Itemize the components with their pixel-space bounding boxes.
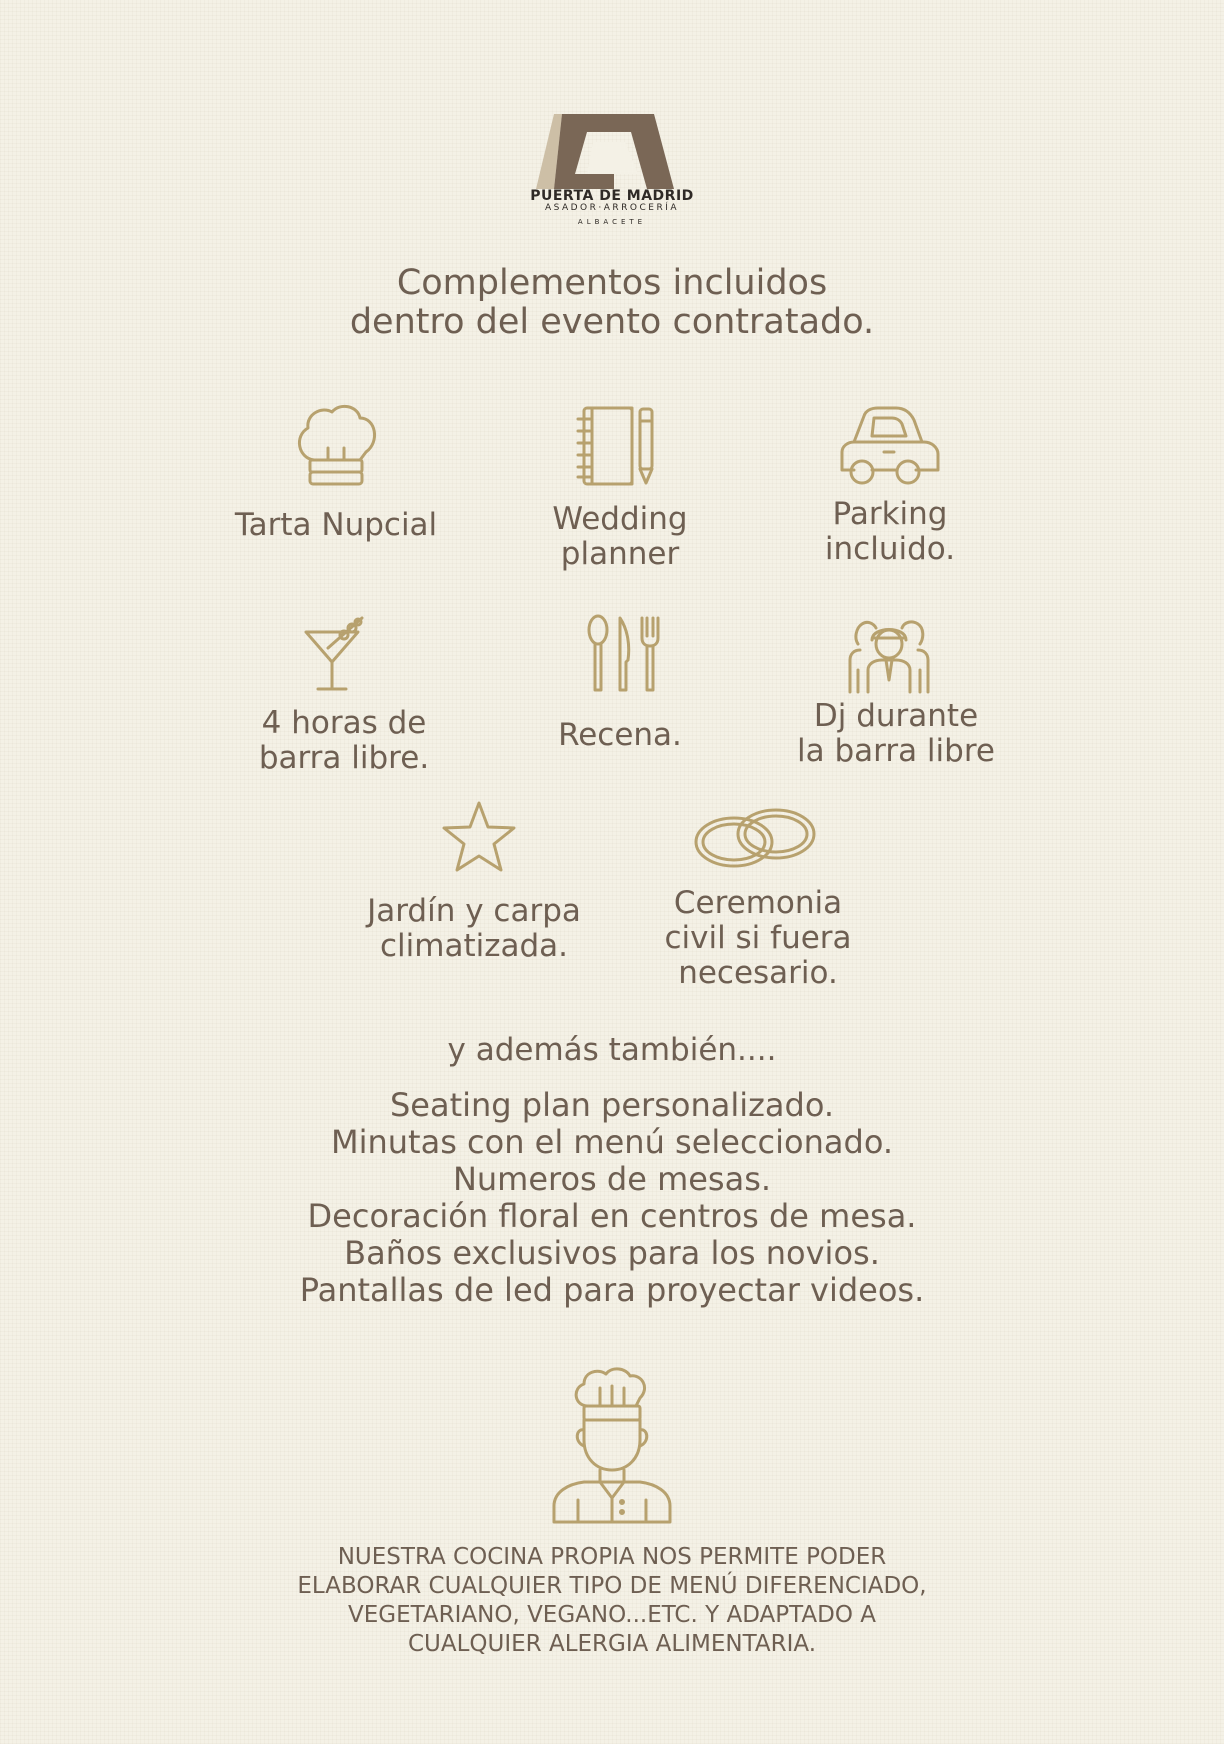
kitchen-note-line: VEGETARIANO, VEGANO...ETC. Y ADAPTADO A bbox=[348, 1602, 876, 1628]
feature-parking-line1: Parking bbox=[832, 496, 948, 532]
list-item: Seating plan personalizado. bbox=[389, 1086, 835, 1124]
notebook-icon bbox=[576, 405, 662, 487]
extras-list bbox=[162, 1087, 1062, 1309]
feature-parking-line2: incluido. bbox=[824, 531, 956, 567]
cutlery-icon bbox=[584, 614, 664, 694]
car-icon bbox=[836, 404, 942, 488]
list-item: Baños exclusivos para los novios. bbox=[344, 1234, 880, 1272]
feature-ceremonia-line1: Ceremonia bbox=[673, 885, 843, 921]
people-icon bbox=[848, 610, 930, 694]
list-item: Minutas con el menú seleccionado. bbox=[330, 1123, 893, 1161]
feature-parking bbox=[740, 497, 1040, 567]
kitchen-note-line: ELABORAR CUALQUIER TIPO DE MENÚ DIFERENCIADO, bbox=[297, 1573, 927, 1599]
kitchen-note-line: CUALQUIER ALERGIA ALIMENTARIA. bbox=[407, 1631, 816, 1657]
star-icon bbox=[440, 800, 518, 874]
kitchen-note bbox=[162, 1543, 1062, 1659]
feature-jardin-line1: Jardín y carpa bbox=[367, 893, 581, 929]
feature-tarta-line1: Tarta Nupcial bbox=[234, 507, 438, 543]
brand-subtitle: ASADOR·ARROCERÍA bbox=[544, 203, 680, 213]
feature-wedding bbox=[470, 502, 770, 572]
brand-city: ALBACETE bbox=[577, 218, 647, 226]
feature-jardin bbox=[324, 894, 624, 964]
feature-recena-line1: Recena. bbox=[558, 717, 682, 753]
feature-ceremonia bbox=[608, 886, 908, 991]
page-title-line2: dentro del evento contratado. bbox=[349, 302, 875, 342]
feature-dj bbox=[746, 699, 1046, 769]
feature-recena bbox=[470, 718, 770, 753]
extras-intro: y además también.... bbox=[447, 1032, 777, 1068]
kitchen-note-line: NUESTRA COCINA PROPIA NOS PERMITE PODER bbox=[337, 1544, 887, 1570]
feature-ceremonia-line3: necesario. bbox=[678, 955, 838, 991]
page-title bbox=[212, 264, 1012, 342]
feature-dj-line1: Dj durante bbox=[813, 698, 979, 734]
feature-wedding-line2: planner bbox=[560, 536, 680, 572]
chef-hat-icon bbox=[292, 402, 380, 488]
cocktail-icon bbox=[300, 614, 372, 692]
feature-barra-line1: 4 horas de bbox=[261, 705, 427, 741]
rings-icon bbox=[692, 806, 818, 870]
feature-wedding-line1: Wedding bbox=[552, 501, 688, 537]
chef-icon bbox=[550, 1366, 674, 1524]
page-title-line1: Complementos incluidos bbox=[396, 263, 828, 303]
list-item: Pantallas de led para proyectar videos. bbox=[299, 1271, 925, 1309]
feature-tarta bbox=[186, 508, 486, 543]
feature-dj-line2: la barra libre bbox=[797, 733, 995, 769]
list-item: Decoración floral en centros de mesa. bbox=[307, 1197, 917, 1235]
feature-ceremonia-line2: civil si fuera bbox=[664, 920, 852, 956]
list-item: Numeros de mesas. bbox=[452, 1160, 772, 1198]
feature-jardin-line2: climatizada. bbox=[379, 928, 569, 964]
feature-barra-line2: barra libre. bbox=[258, 740, 430, 776]
feature-barra bbox=[194, 706, 494, 776]
brand-name: PUERTA DE MADRID bbox=[530, 188, 694, 204]
